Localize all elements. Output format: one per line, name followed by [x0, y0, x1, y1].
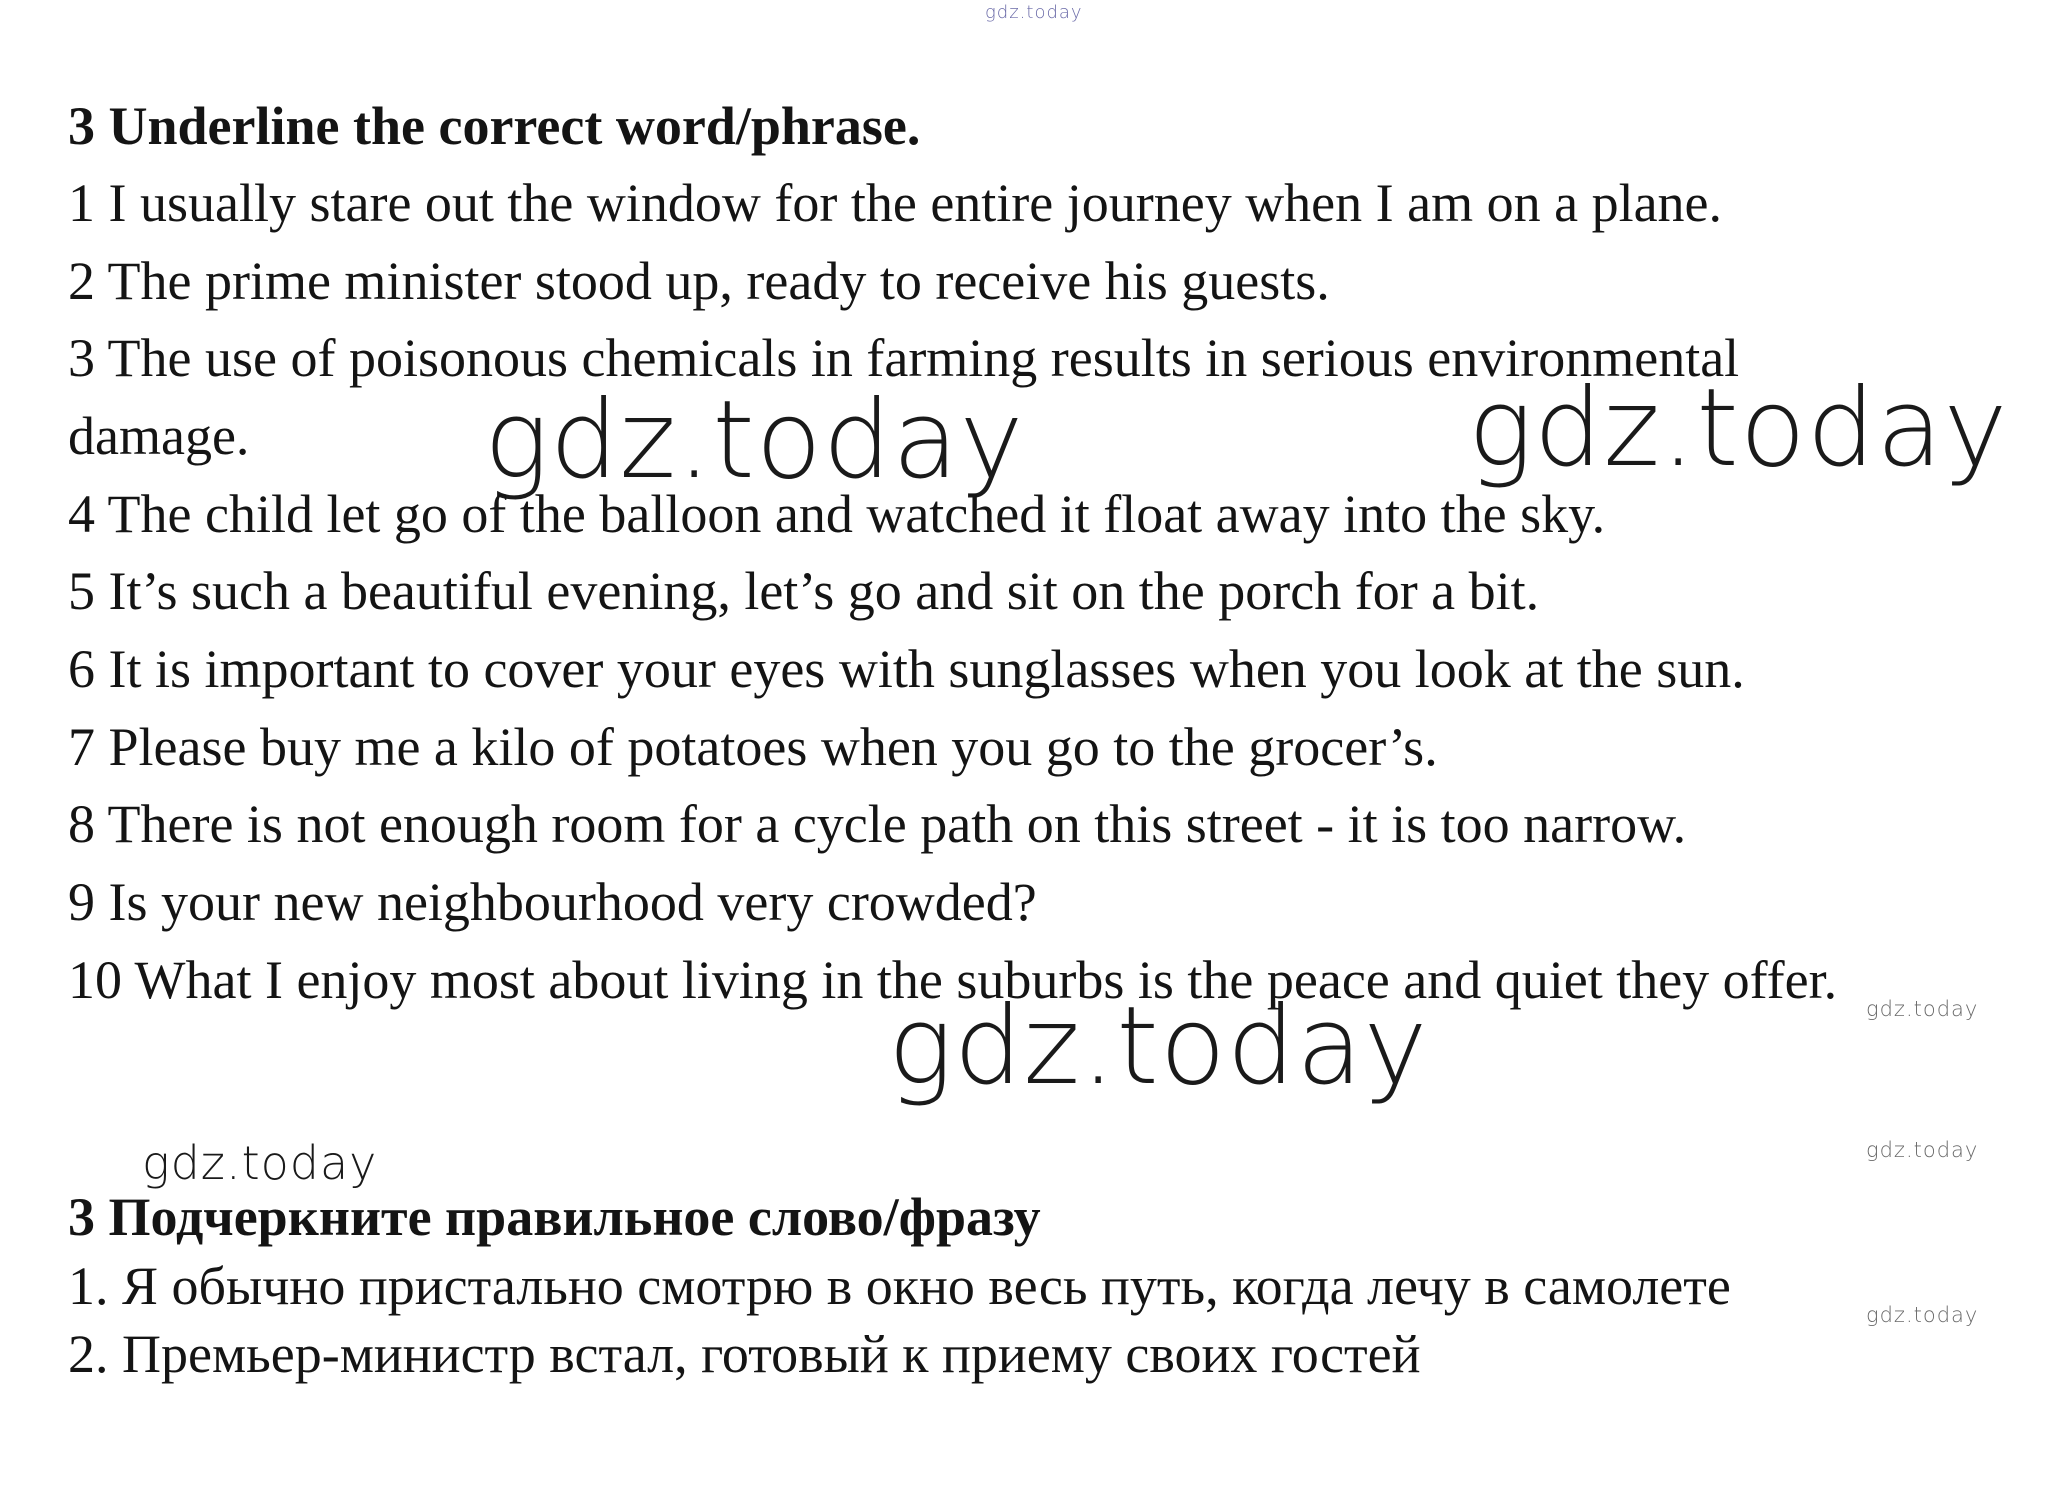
watermark-large-1: gdz.today — [484, 378, 1025, 503]
sentence-5: 5 It’s such a beautiful evening, let’s go and sit on the porch for a bit. — [68, 561, 1540, 621]
sentence-2: 2 The prime minister stood up, ready to receive his guests. — [68, 251, 1330, 311]
exercise-heading-russian: 3 Подчеркните правильное слово/фразу — [68, 1187, 1041, 1247]
sentence-4: 4 The child let go of the balloon and watched it float away into the sky. — [68, 484, 1606, 544]
watermark-medium: gdz.today — [142, 1136, 378, 1190]
watermark-small-1: gdz.today — [1866, 997, 1979, 1021]
watermark-large-3: gdz.today — [888, 984, 1429, 1109]
watermark-small-2: gdz.today — [1866, 1138, 1979, 1162]
sentence-3: 3 The use of poisonous chemicals in farming results in serious environmental — [68, 328, 1740, 388]
sentence-3-continued: damage. — [68, 406, 250, 466]
sentence-7: 7 Please buy me a kilo of potatoes when you go to the grocer’s. — [68, 717, 1438, 777]
translation-1: 1. Я обычно пристально смотрю в окно весь путь, когда лечу в самолете — [68, 1256, 1731, 1316]
sentence-1: 1 I usually stare out the window for the entire journey when I am on a plane. — [68, 173, 1723, 233]
sentence-10: 10 What I enjoy most about living in the suburbs is the peace and quiet they offer. — [68, 950, 1838, 1010]
watermark-top: gdz.today — [985, 2, 1083, 23]
sentence-8: 8 There is not enough room for a cycle path on this street - it is too narrow. — [68, 794, 1687, 854]
sentence-9: 9 Is your new neighbourhood very crowded? — [68, 872, 1037, 932]
watermark-small-3: gdz.today — [1866, 1303, 1979, 1327]
sentence-6: 6 It is important to cover your eyes with sunglasses when you look at the sun. — [68, 639, 1745, 699]
exercise-heading-english: 3 Underline the correct word/phrase. — [68, 96, 921, 156]
translation-2: 2. Премьер-министр встал, готовый к приему своих гостей — [68, 1324, 1421, 1384]
watermark-large-2: gdz.today — [1468, 366, 2009, 491]
